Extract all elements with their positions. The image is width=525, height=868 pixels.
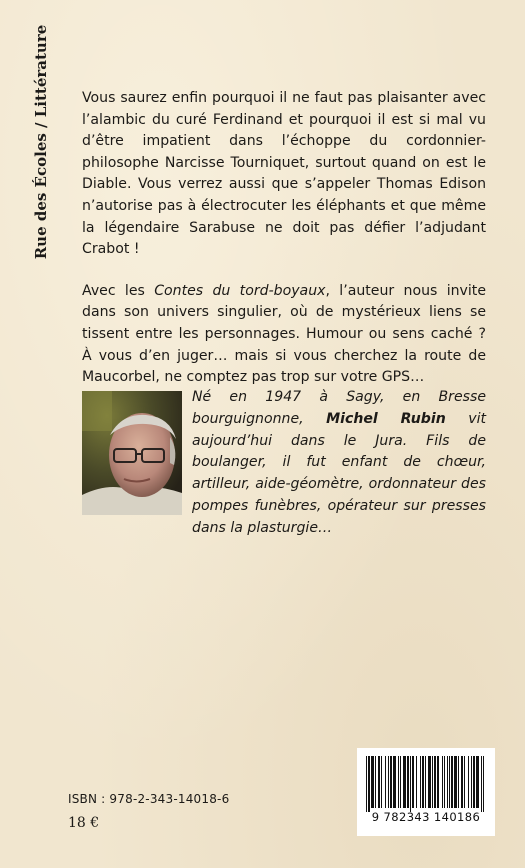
author-bio xyxy=(192,387,486,540)
barcode-bar xyxy=(437,756,439,808)
barcode-bar xyxy=(400,756,401,808)
barcode xyxy=(357,748,495,836)
barcode-bar xyxy=(434,756,436,808)
price-label: 18 € xyxy=(68,815,100,831)
barcode-bar xyxy=(471,756,472,808)
barcode-bar xyxy=(390,756,392,808)
barcode-bar xyxy=(420,756,421,808)
barcode-bar xyxy=(449,756,450,808)
barcode-bar xyxy=(388,756,389,808)
barcode-bar xyxy=(385,756,386,808)
barcode-bar xyxy=(483,756,484,812)
barcode-bar xyxy=(444,756,445,808)
barcode-bar xyxy=(412,756,414,808)
barcode-bar xyxy=(447,756,448,808)
book-title: Contes du tord-boyaux xyxy=(154,282,326,299)
barcode-bar xyxy=(458,756,459,808)
back-cover-blurb xyxy=(82,88,486,389)
bio-text: Né en 1947 à Sagy, en Bresse bourguignonne, xyxy=(192,389,486,427)
barcode-bar xyxy=(461,756,463,808)
barcode-bar xyxy=(454,756,457,808)
blurb-paragraph-2 xyxy=(82,281,486,389)
barcode-bar xyxy=(381,756,382,808)
barcode-bars xyxy=(366,756,486,812)
barcode-bar xyxy=(393,756,396,808)
barcode-bar xyxy=(371,756,374,808)
barcode-bar xyxy=(366,756,367,812)
barcode-bar xyxy=(432,756,433,808)
barcode-bar xyxy=(375,756,376,808)
blurb-text: , l’auteur nous invite dans son univers singulier, où de mystérieux liens se tissent entre les personnages. Humour ou sens caché ? À vous d’en juger… mais si vous cherchez la route de Maucorbel, ne comptez pas trop sur votre GPS… xyxy=(82,282,486,386)
barcode-bar xyxy=(425,756,426,808)
barcode-bar xyxy=(451,756,453,808)
blurb-paragraph-1: Vous saurez enfin pourquoi il ne faut pas plaisanter avec l’alambic du curé Ferdinand et pourquoi il est si mal vu d’être impatient dans l’échoppe du cordonnier-philosophe Narcisse Tourniquet, surtout quand on est le Diable. Vous verrez aussi que s’appeler Thomas Edison n’autorise pas à électrocuter les éléphants et que même la légendaire Sarabuse ne doit pas défier l’adjudant Crabot ! xyxy=(82,90,486,258)
barcode-bar xyxy=(442,756,443,808)
barcode-bar xyxy=(476,756,479,808)
blurb-text: Avec les xyxy=(82,282,155,299)
barcode-bar xyxy=(378,756,380,808)
spine-label xyxy=(26,24,56,260)
barcode-bar xyxy=(403,756,406,808)
barcode-bar xyxy=(368,756,370,812)
barcode-number: 9 782343 140186 xyxy=(371,810,481,824)
author-photo xyxy=(82,391,182,515)
barcode-bar xyxy=(416,756,417,808)
barcode-bar xyxy=(422,756,424,808)
bio-text: vit aujourd’hui dans le Jura. Fils de boulanger, il fut enfant de chœur, artilleur, aide-géomètre, ordonnateur des pompes funèbres, opérateur sur presses dans la plasturgie… xyxy=(192,410,487,536)
isbn-label: ISBN : 978-2-343-14018-6 xyxy=(68,792,230,806)
barcode-bar xyxy=(398,756,399,808)
author-name: Michel Rubin xyxy=(326,410,446,427)
barcode-bar xyxy=(481,756,482,812)
barcode-bar xyxy=(464,756,465,808)
barcode-bar xyxy=(407,756,409,808)
barcode-bar xyxy=(473,756,475,808)
barcode-bar xyxy=(428,756,431,808)
barcode-bar xyxy=(468,756,469,808)
barcode-bar xyxy=(410,756,411,812)
collection-name: Rue des Écoles / Littérature xyxy=(32,24,50,260)
